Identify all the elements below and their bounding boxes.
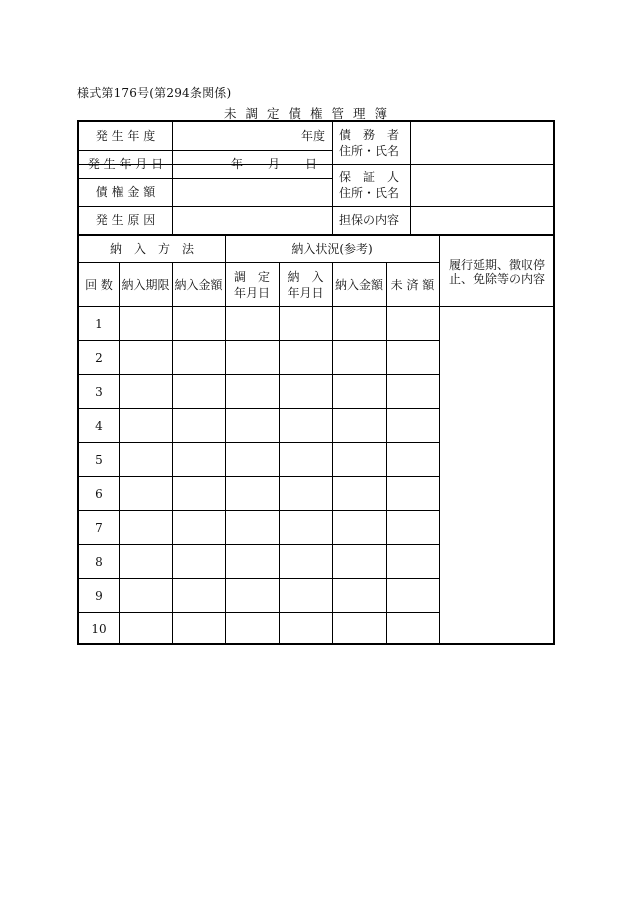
remarks-header-line2: 止、免除等の内容	[448, 272, 545, 286]
col-unpaid: 未 済 額	[390, 278, 435, 292]
grid-line	[79, 612, 439, 613]
row-number: 6	[95, 487, 103, 501]
payment-status-header: 納入状況(参考)	[291, 242, 373, 256]
form-number: 様式第176号(第294条関係)	[77, 86, 232, 100]
grid-line	[79, 178, 332, 179]
grid-line	[79, 340, 439, 341]
grid-line	[79, 408, 439, 409]
ledger-table	[77, 120, 555, 645]
grid-line	[119, 263, 120, 645]
collateral-label: 担保の内容	[339, 213, 400, 227]
row-number: 5	[95, 453, 103, 467]
remarks-header-line1: 履行延期、徴収停	[448, 258, 545, 272]
row-number: 9	[95, 589, 103, 603]
grid-line	[79, 476, 439, 477]
col-amount: 納入金額	[174, 278, 223, 292]
grid-line	[332, 122, 333, 235]
date-month-unit: 月	[268, 157, 281, 171]
row-number: 3	[95, 385, 103, 399]
grid-line	[79, 150, 332, 151]
grid-line	[79, 234, 555, 236]
row-number: 4	[95, 419, 103, 433]
debtor-label: 債 務 者	[339, 128, 400, 142]
col-count: 回 数	[85, 278, 113, 292]
document-title: 未調定債権管理簿	[223, 106, 396, 121]
col-paid-amount: 納入金額	[334, 278, 383, 292]
row-number: 2	[95, 351, 103, 365]
grid-line	[172, 263, 173, 645]
grid-line	[79, 206, 555, 207]
grid-line	[79, 306, 555, 307]
occurrence-date-label: 発 生 年 月 日	[87, 157, 164, 171]
payment-method-header: 納 入 方 法	[109, 242, 194, 256]
grid-line	[79, 442, 439, 443]
guarantor-address-name-label: 住所・氏名	[339, 186, 400, 200]
grid-line	[410, 122, 411, 235]
col-assessment-line1: 調 定	[233, 270, 270, 284]
debtor-address-name-label: 住所・氏名	[339, 144, 400, 158]
grid-line	[79, 262, 439, 263]
grid-line	[79, 578, 439, 579]
fiscal-year-unit: 年度	[301, 129, 326, 143]
fiscal-year-label: 発 生 年 度	[95, 129, 156, 143]
col-assessment-line2: 年月日	[233, 286, 270, 300]
grid-line	[79, 374, 439, 375]
grid-line	[332, 263, 333, 645]
grid-line	[386, 263, 387, 645]
grid-line	[79, 510, 439, 511]
col-paid-date-line1: 納 入	[287, 270, 324, 284]
grid-line	[439, 236, 440, 645]
col-paid-date-line2: 年月日	[287, 286, 324, 300]
guarantor-label: 保 証 人	[339, 170, 400, 184]
date-year-unit: 年	[231, 157, 244, 171]
row-number: 1	[95, 317, 103, 331]
date-day-unit: 日	[305, 157, 318, 171]
grid-line	[79, 544, 439, 545]
grid-line	[279, 263, 280, 645]
claim-amount-label: 債 権 金 額	[95, 185, 156, 199]
col-due-date: 納入期限	[121, 278, 170, 292]
row-number: 7	[95, 521, 103, 535]
row-number: 8	[95, 555, 103, 569]
row-number: 10	[91, 622, 107, 636]
cause-label: 発 生 原 因	[95, 213, 156, 227]
